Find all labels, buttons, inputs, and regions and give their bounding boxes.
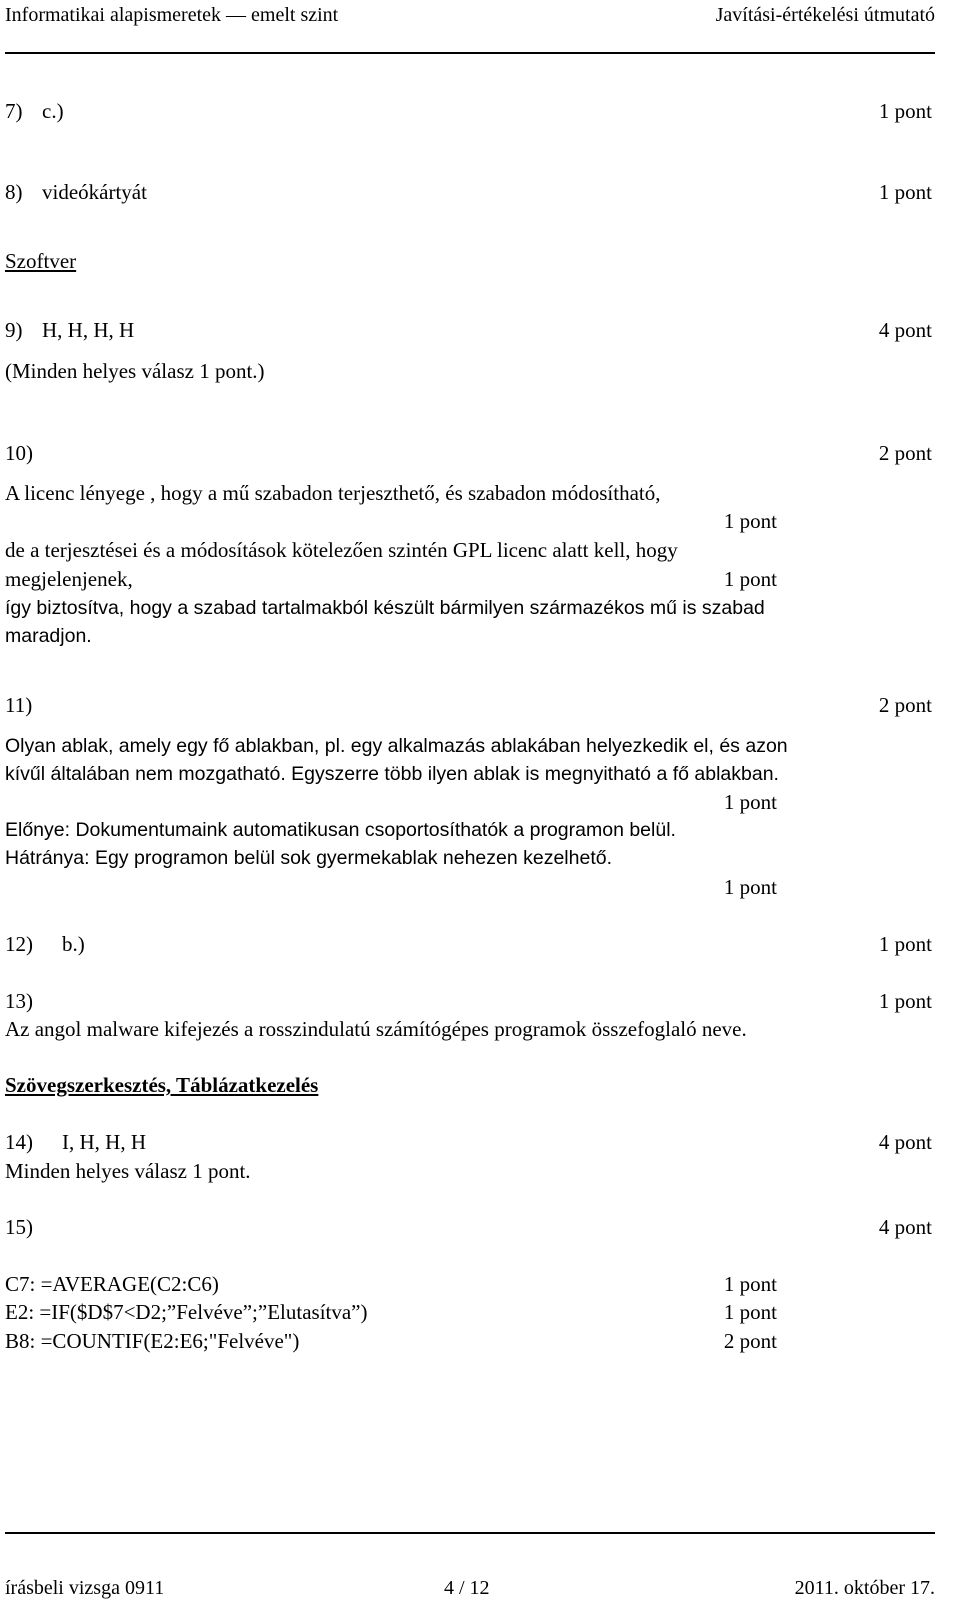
q14-points: 4 pont xyxy=(878,1130,932,1154)
q14-note: Minden helyes válasz 1 pont. xyxy=(5,1159,251,1183)
header-rule xyxy=(5,52,935,54)
section-heading-software: Szoftver xyxy=(5,249,77,273)
q10-line-3: megjelenjenek, xyxy=(5,567,133,591)
q10-line-1: A licenc lényege , hogy a mű szabadon terjeszthető, és szabadon módosítható, xyxy=(5,481,661,505)
q7-points: 1 pont xyxy=(878,99,932,123)
q12-points: 1 pont xyxy=(878,932,932,956)
q11-points: 2 pont xyxy=(878,693,932,717)
q10-number: 10) xyxy=(5,441,33,465)
q11-line-2: kívűl általában nem mozgatható. Egyszerre több ilyen ablak is megnyitható a fő ablakban. xyxy=(5,763,779,785)
q15-formula-1: C7: =AVERAGE(C2:C6) xyxy=(5,1272,219,1296)
q14-number: 14) xyxy=(5,1130,33,1154)
q11-line-4-points: 1 pont xyxy=(723,875,777,899)
footer-left: írásbeli vizsga 0911 xyxy=(5,1577,165,1599)
q13-number: 13) xyxy=(5,989,33,1013)
q14-answer: I, H, H, H xyxy=(62,1130,146,1154)
q15-formula-2-points: 1 pont xyxy=(723,1300,777,1324)
q9-points: 4 pont xyxy=(878,318,932,342)
q8-points: 1 pont xyxy=(878,180,932,204)
q11-line-3: Előnye: Dokumentumaink automatikusan csoportosíthatók a programon belül. xyxy=(5,819,676,841)
footer-center: 4 / 12 xyxy=(444,1577,490,1599)
footer-rule xyxy=(5,1532,935,1534)
q11-line-1: Olyan ablak, amely egy fő ablakban, pl. egy alkalmazás ablakában helyezkedik el, és azon xyxy=(5,735,788,757)
q15-formula-3-points: 2 pont xyxy=(723,1329,777,1353)
q12-answer: b.) xyxy=(62,932,85,956)
q12-number: 12) xyxy=(5,932,33,956)
q15-formula-3: B8: =COUNTIF(E2:E6;"Felvéve") xyxy=(5,1329,300,1353)
q9-number: 9) xyxy=(5,318,23,342)
q10-points: 2 pont xyxy=(878,441,932,465)
q10-line-4: így biztosítva, hogy a szabad tartalmakból készült bármilyen származékos mű is szabad xyxy=(5,597,765,619)
q15-formula-2: E2: =IF($D$7<D2;”Felvéve”;”Elutasítva”) xyxy=(5,1300,368,1324)
q8-number: 8) xyxy=(5,180,23,204)
q10-line-2: de a terjesztései és a módosítások kötelezően szintén GPL licenc alatt kell, hogy xyxy=(5,538,678,562)
q10-line-1-points: 1 pont xyxy=(723,509,777,533)
header-left: Informatikai alapismeretek — emelt szint xyxy=(5,4,339,26)
q10-line-5: maradjon. xyxy=(5,625,92,647)
q11-line-2-points: 1 pont xyxy=(723,790,777,814)
q7-answer: c.) xyxy=(42,99,64,123)
section-heading-wordproc: Szövegszerkesztés, Táblázatkezelés xyxy=(5,1073,319,1097)
footer-right: 2011. október 17. xyxy=(794,1577,935,1599)
q15-points: 4 pont xyxy=(878,1215,932,1239)
header-right: Javítási-értékelési útmutató xyxy=(715,4,935,26)
q13-points: 1 pont xyxy=(878,989,932,1013)
q15-number: 15) xyxy=(5,1215,33,1239)
q10-line-3-points: 1 pont xyxy=(723,567,777,591)
q9-answer: H, H, H, H xyxy=(42,318,135,342)
q13-line-1: Az angol malware kifejezés a rosszindulatú számítógépes programok összefoglaló neve. xyxy=(5,1017,747,1041)
q9-note: (Minden helyes válasz 1 pont.) xyxy=(5,359,265,383)
q15-formula-1-points: 1 pont xyxy=(723,1272,777,1296)
q11-line-4: Hátránya: Egy programon belül sok gyermekablak nehezen kezelhető. xyxy=(5,847,613,869)
q7-number: 7) xyxy=(5,99,23,123)
q11-number: 11) xyxy=(5,693,33,717)
q8-answer: videókártyát xyxy=(42,180,147,204)
